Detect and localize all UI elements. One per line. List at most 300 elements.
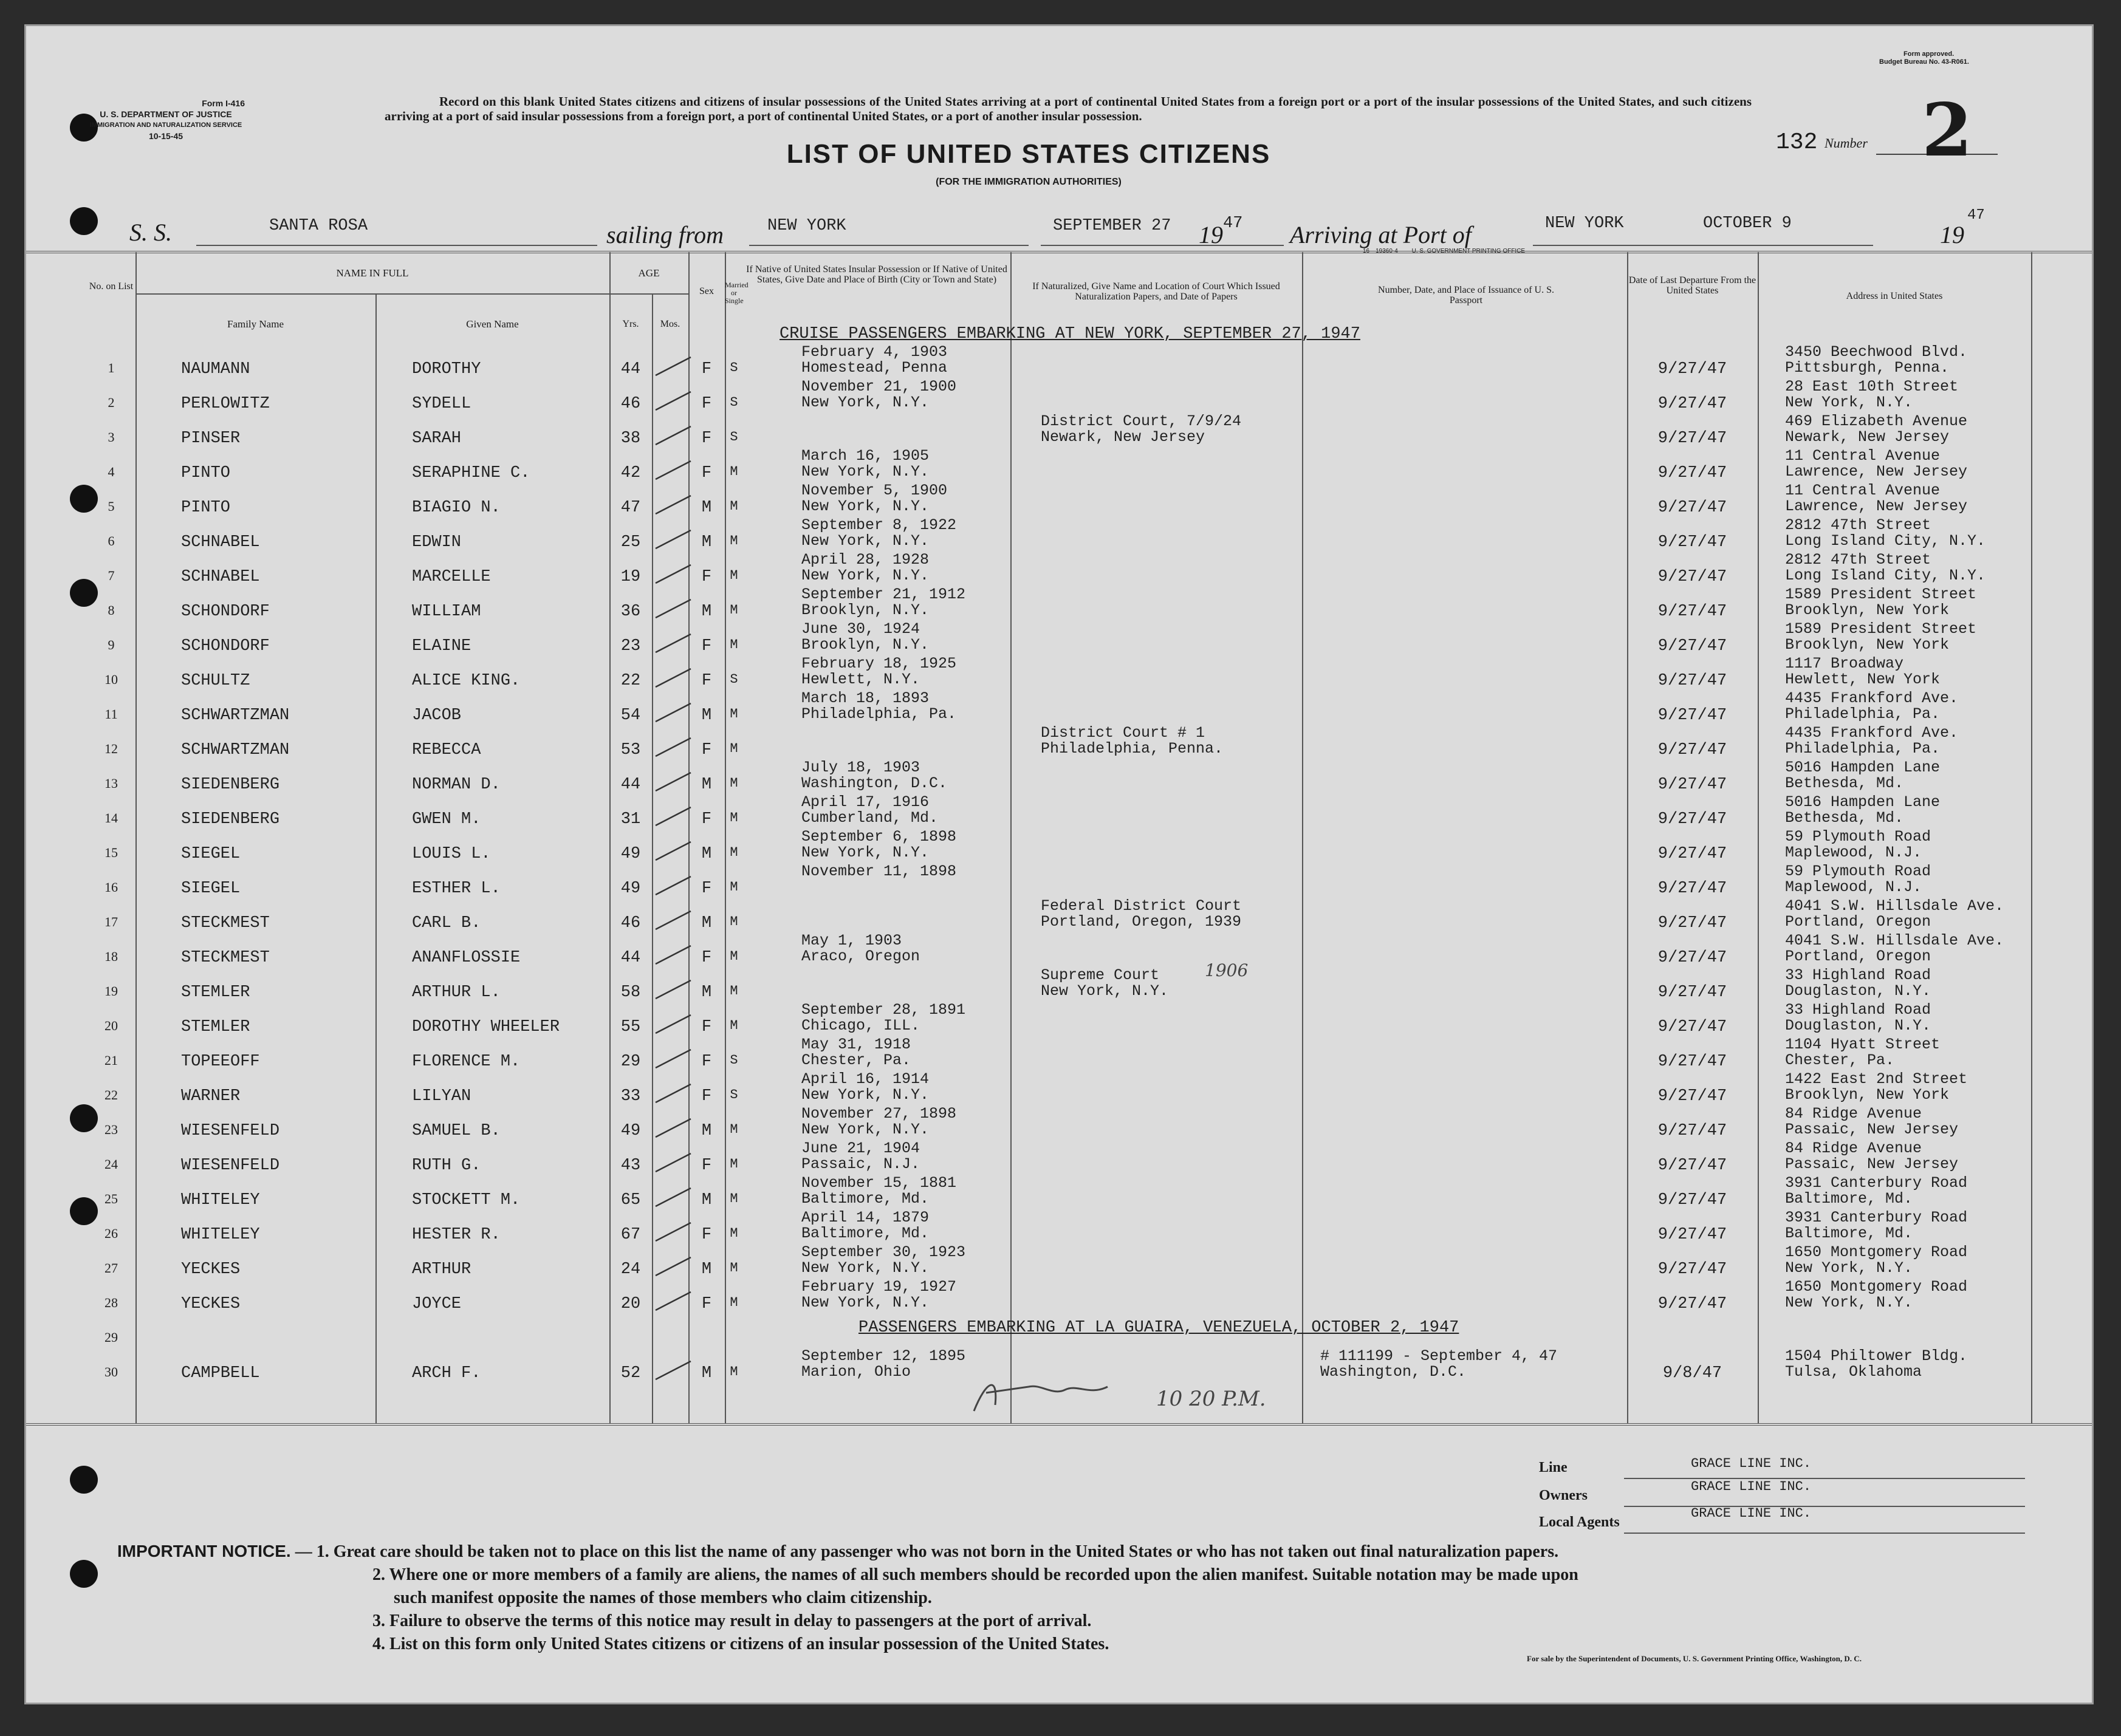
cell-given: ARTHUR L.	[412, 983, 501, 1002]
check-mark-icon	[652, 835, 694, 865]
header-age: AGE	[638, 267, 660, 279]
cell-birth2: New York, N.Y.	[801, 1086, 930, 1104]
cell-yrs: 46	[620, 914, 641, 932]
table-row	[26, 1316, 2092, 1351]
cell-given: HESTER R.	[412, 1226, 501, 1244]
check-mark-icon	[652, 1285, 694, 1315]
cell-family: WARNER	[181, 1087, 241, 1106]
cell-addr1: 1589 President Street	[1785, 586, 1977, 603]
cell-addr2: Maplewood, N.J.	[1785, 844, 1922, 861]
cell-birth2: Marion, Ohio	[801, 1363, 911, 1381]
cell-family: STECKMEST	[181, 914, 270, 932]
cell-birth2: Baltimore, Md.	[801, 1190, 930, 1208]
cell-birth2: Hewlett, N.Y.	[801, 671, 920, 688]
cell-dep: 9/27/47	[1657, 1157, 1727, 1175]
cell-birth1: February 4, 1903	[801, 343, 948, 361]
cell-family: SCHONDORF	[181, 603, 270, 621]
table-row	[26, 724, 2092, 762]
cell-dep: 9/27/47	[1657, 880, 1727, 898]
cell-yrs: 52	[620, 1364, 641, 1382]
cell-addr2: Long Island City, N.Y.	[1785, 567, 1986, 584]
cell-family: YECKES	[181, 1295, 241, 1313]
header-sex: Sex	[699, 286, 714, 296]
cell-addr1: 5016 Hampden Lane	[1785, 759, 1941, 776]
table-row	[26, 447, 2092, 485]
check-mark-icon	[652, 696, 694, 726]
cell-addr2: Bethesda, Md.	[1785, 774, 1904, 792]
cell-nat1: Supreme Court	[1041, 966, 1160, 984]
cell-yrs: 20	[620, 1295, 641, 1313]
cell-addr1: 4435 Frankford Ave.	[1785, 689, 1959, 707]
cell-birth1: November 21, 1900	[801, 378, 957, 395]
cell-sex: F	[701, 810, 712, 829]
cell-birth1: April 16, 1914	[801, 1070, 930, 1088]
table-row	[26, 482, 2092, 520]
cell-sex: M	[701, 845, 712, 863]
arrival-date: OCTOBER 9	[1703, 214, 1792, 233]
table-row	[26, 793, 2092, 832]
cell-ms: M	[730, 499, 738, 514]
table-row	[26, 1001, 2092, 1039]
notice-1: 1. Great care should be taken not to place on this list the name of any passenger who was not born in the United States or who has not taken out final naturalization papers.	[316, 1542, 1559, 1561]
cell-dep: 9/27/47	[1657, 637, 1727, 655]
cell-given: SYDELL	[412, 395, 471, 413]
cell-given: SARAH	[412, 429, 462, 448]
cell-birth1: July 18, 1903	[801, 759, 920, 776]
cell-given: ARTHUR	[412, 1260, 471, 1279]
agents-underline	[1624, 1533, 2025, 1534]
cell-family: STEMLER	[181, 983, 250, 1002]
check-mark-icon	[652, 558, 694, 588]
cell-dep: 9/27/47	[1657, 1087, 1727, 1106]
cell-yrs: 54	[620, 706, 641, 725]
cell-given: SERAPHINE C.	[412, 464, 530, 482]
cell-yrs: 44	[620, 360, 641, 378]
form-approval: Form approved.	[1903, 50, 1955, 58]
cell-sex: F	[701, 1053, 712, 1071]
cell-birth2: New York, N.Y.	[801, 394, 930, 411]
cell-addr2: Long Island City, N.Y.	[1785, 532, 1986, 550]
cell-birth1: November 11, 1898	[801, 863, 957, 880]
check-mark-icon	[652, 1250, 694, 1280]
notice-4: 4. List on this form only United States citizens or citizens of an insular possession of the United States.	[372, 1635, 1109, 1653]
cell-family: CAMPBELL	[181, 1364, 260, 1382]
cell-family: SIEGEL	[181, 880, 241, 898]
cell-family: SIEGEL	[181, 845, 241, 863]
list-number: 2	[1922, 87, 1973, 173]
table-row	[26, 1070, 2092, 1109]
check-mark-icon	[652, 904, 694, 934]
cell-family: SCHONDORF	[181, 637, 270, 655]
cell-birth2: Brooklyn, N.Y.	[801, 601, 930, 619]
cell-yrs: 49	[620, 1122, 641, 1140]
cell-ms: M	[730, 1364, 738, 1379]
cell-no: 9	[108, 637, 115, 652]
cell-family: WHITELEY	[181, 1226, 260, 1244]
cell-given: DOROTHY	[412, 360, 481, 378]
cell-dep: 9/27/47	[1657, 464, 1727, 482]
cell-ms: M	[730, 1226, 738, 1241]
cell-yrs: 38	[620, 429, 641, 448]
cell-sex: F	[701, 1087, 712, 1106]
section-heading-la-guaira: PASSENGERS EMBARKING AT LA GUAIRA, VENEZUELA, OCTOBER 2, 1947	[858, 1319, 1459, 1337]
cell-no: 11	[105, 706, 118, 722]
cell-nat2: New York, N.Y.	[1041, 982, 1169, 1000]
cell-ms: M	[730, 533, 738, 548]
cell-family: SIEDENBERG	[181, 810, 280, 829]
cell-sex: F	[701, 1157, 712, 1175]
cell-birth2: Philadelphia, Pa.	[801, 705, 957, 723]
header-given-name: Given Name	[466, 318, 519, 330]
cell-yrs: 67	[620, 1226, 641, 1244]
cell-no: 22	[105, 1087, 118, 1102]
cell-addr2: Douglaston, N.Y.	[1785, 1017, 1931, 1034]
cell-yrs: 19	[620, 568, 641, 586]
cell-addr1: 3450 Beechwood Blvd.	[1785, 343, 1968, 361]
cell-ms: M	[730, 568, 738, 583]
cell-family: WHITELEY	[181, 1191, 260, 1209]
cell-addr2: New York, N.Y.	[1785, 1294, 1913, 1311]
cell-addr2: Brooklyn, New York	[1785, 636, 1950, 654]
departure-year-prefix: 19	[1199, 221, 1223, 248]
ss-label: S. S.	[129, 219, 172, 246]
cell-addr1: 1650 Montgomery Road	[1785, 1278, 1968, 1296]
cell-sex: F	[701, 880, 712, 898]
owners-underline	[1624, 1506, 2025, 1507]
cell-birth1: September 8, 1922	[801, 516, 957, 534]
cell-birth2: New York, N.Y.	[801, 1294, 930, 1311]
cell-birth1: November 5, 1900	[801, 482, 948, 499]
table-row	[26, 1140, 2092, 1178]
cell-given: REBECCA	[412, 741, 481, 759]
check-mark-icon	[652, 938, 694, 969]
cell-no: 24	[105, 1157, 118, 1172]
cell-no: 29	[105, 1330, 118, 1345]
cell-family: SCHNABEL	[181, 568, 260, 586]
cell-dep: 9/27/47	[1657, 1226, 1727, 1244]
cell-birth1: June 21, 1904	[801, 1140, 920, 1157]
cell-birth2: New York, N.Y.	[801, 844, 930, 861]
cell-dep: 9/27/47	[1657, 845, 1727, 863]
cell-birth2: Baltimore, Md.	[801, 1225, 930, 1242]
cell-nat2: Portland, Oregon, 1939	[1041, 913, 1242, 931]
cell-no: 6	[108, 533, 115, 548]
cell-given: MARCELLE	[412, 568, 491, 586]
cell-sex: M	[701, 1191, 712, 1209]
agents-value: GRACE LINE INC.	[1691, 1506, 1812, 1521]
cell-sex: F	[701, 672, 712, 690]
cell-ms: M	[730, 706, 738, 722]
cell-sex: F	[701, 1295, 712, 1313]
table-row	[26, 551, 2092, 589]
check-mark-icon	[652, 454, 694, 484]
cell-addr2: New York, N.Y.	[1785, 394, 1913, 411]
cell-birth1: February 18, 1925	[801, 655, 957, 672]
cell-sex: F	[701, 360, 712, 378]
cell-addr1: 84 Ridge Avenue	[1785, 1105, 1922, 1123]
cell-sex: F	[701, 637, 712, 655]
table-row	[26, 378, 2092, 416]
cell-addr1: 2812 47th Street	[1785, 516, 1931, 534]
cell-ms: S	[730, 395, 738, 410]
manifest-sheet	[24, 24, 2094, 1704]
cell-sex: F	[701, 1226, 712, 1244]
cell-sex: M	[701, 914, 712, 932]
cell-dep: 9/27/47	[1657, 776, 1727, 794]
cell-birth1: April 14, 1879	[801, 1209, 930, 1226]
cell-sex: M	[701, 533, 712, 552]
cell-family: PINTO	[181, 499, 231, 517]
cell-given: LILYAN	[412, 1087, 471, 1106]
owners-label: Owners	[1539, 1488, 1588, 1503]
cell-birth1: September 21, 1912	[801, 586, 966, 603]
agents-label: Local Agents	[1539, 1514, 1620, 1530]
cell-ms: M	[730, 880, 738, 895]
cell-birth2: Brooklyn, N.Y.	[801, 636, 930, 654]
header-mos: Mos.	[660, 319, 680, 329]
cell-ms: M	[730, 1018, 738, 1033]
cell-given: FLORENCE M.	[412, 1053, 521, 1071]
sale-notice: For sale by the Superintendent of Documents, U. S. Government Printing Office, Washington, D. C.	[1527, 1654, 1862, 1663]
table-row	[26, 655, 2092, 693]
cell-ms: M	[730, 637, 738, 652]
cell-given: ARCH F.	[412, 1364, 481, 1382]
cell-ms: M	[730, 464, 738, 479]
form-date: 10-15-45	[148, 131, 183, 141]
cell-nat2: Philadelphia, Penna.	[1041, 740, 1224, 757]
cell-addr2: Portland, Oregon	[1785, 948, 1931, 965]
check-mark-icon	[652, 1112, 694, 1142]
notice-2b: such manifest opposite the names of those members who claim citizenship.	[394, 1588, 932, 1607]
cell-family: SCHWARTZMAN	[181, 706, 290, 725]
owners-value: GRACE LINE INC.	[1691, 1479, 1812, 1494]
page-subtitle: (FOR THE IMMIGRATION AUTHORITIES)	[936, 177, 1122, 187]
cell-passport1: # 111199 - September 4, 47	[1320, 1347, 1558, 1365]
cell-family: STECKMEST	[181, 949, 270, 967]
departure-year: 47	[1223, 214, 1243, 233]
cell-addr2: Lawrence, New Jersey	[1785, 463, 1968, 480]
cell-no: 25	[105, 1191, 118, 1206]
cell-no: 8	[108, 603, 115, 618]
list-prefix: 132	[1776, 129, 1818, 155]
cell-birth2: Passaic, N.J.	[801, 1155, 920, 1173]
header-address: Address in United States	[1846, 291, 1943, 301]
cell-ms: M	[730, 776, 738, 791]
header-departure: Date of Last Departure From the United States	[1628, 275, 1756, 296]
check-mark-icon	[652, 592, 694, 623]
cell-addr1: 28 East 10th Street	[1785, 378, 1959, 395]
cell-addr2: New York, N.Y.	[1785, 1259, 1913, 1277]
cell-sex: F	[701, 395, 712, 413]
cell-dep: 9/27/47	[1657, 741, 1727, 759]
cell-no: 26	[105, 1226, 118, 1241]
check-mark-icon	[652, 419, 694, 449]
cell-family: SCHWARTZMAN	[181, 741, 290, 759]
table-row	[26, 1278, 2092, 1316]
cell-addr2: Tulsa, Oklahoma	[1785, 1363, 1922, 1381]
table-row	[26, 759, 2092, 797]
cell-birth1: September 30, 1923	[801, 1243, 966, 1261]
arriving-label: Arriving at Port of	[1290, 221, 1472, 248]
cell-yrs: 49	[620, 880, 641, 898]
cell-sex: M	[701, 1364, 712, 1382]
check-mark-icon	[652, 627, 694, 657]
header-family-name: Family Name	[227, 318, 284, 330]
cell-yrs: 24	[620, 1260, 641, 1279]
cell-ms: S	[730, 1053, 738, 1068]
cell-addr1: 1422 East 2nd Street	[1785, 1070, 1968, 1088]
cell-dep: 9/27/47	[1657, 706, 1727, 725]
service: IMMIGRATION AND NATURALIZATION SERVICE	[89, 121, 242, 129]
header-naturalized: If Naturalized, Give Name and Location of Court Which Issued Naturalization Papers, and Date of Papers	[1032, 281, 1280, 302]
from-port: NEW YORK	[767, 217, 846, 235]
cell-given: EDWIN	[412, 533, 462, 552]
cell-addr2: Maplewood, N.J.	[1785, 878, 1922, 896]
header-no-on-list: No. on List	[89, 281, 134, 292]
cell-birth1: April 17, 1916	[801, 793, 930, 811]
cell-no: 19	[105, 983, 118, 999]
cell-dep: 9/27/47	[1657, 810, 1727, 829]
cell-sex: F	[701, 1018, 712, 1036]
table-bottom-rule	[26, 1423, 2092, 1426]
cell-yrs: 36	[620, 603, 641, 621]
cell-addr2: Baltimore, Md.	[1785, 1225, 1913, 1242]
cell-no: 15	[105, 845, 118, 860]
sailing-label: sailing from	[606, 221, 724, 248]
cell-ms: M	[730, 1122, 738, 1137]
cell-dep: 9/27/47	[1657, 1260, 1727, 1279]
cell-no: 27	[105, 1260, 118, 1276]
table-row	[26, 516, 2092, 555]
cell-birth1: September 6, 1898	[801, 828, 957, 846]
cell-no: 20	[105, 1018, 118, 1033]
cell-birth2: Homestead, Penna	[801, 359, 948, 377]
cell-dep: 9/27/47	[1657, 568, 1727, 586]
cell-addr1: 59 Plymouth Road	[1785, 828, 1931, 846]
cell-ms: M	[730, 810, 738, 825]
notice-label: IMPORTANT NOTICE.	[117, 1542, 291, 1560]
cell-addr1: 33 Highland Road	[1785, 966, 1931, 984]
handwritten-year-note: 1906	[1205, 960, 1249, 980]
line-value: GRACE LINE INC.	[1691, 1456, 1812, 1471]
cell-addr1: 2812 47th Street	[1785, 551, 1931, 569]
department: U. S. DEPARTMENT OF JUSTICE	[100, 109, 232, 119]
cell-ms: M	[730, 949, 738, 964]
cell-addr2: Brooklyn, New York	[1785, 1086, 1950, 1104]
cell-dep: 9/27/47	[1657, 1053, 1727, 1071]
check-mark-icon	[652, 1146, 694, 1177]
cell-addr2: Lawrence, New Jersey	[1785, 497, 1968, 515]
cell-no: 7	[108, 568, 115, 583]
cell-family: TOPEEOFF	[181, 1053, 260, 1071]
cell-yrs: 29	[620, 1053, 641, 1071]
cell-yrs: 31	[620, 810, 641, 829]
check-mark-icon	[652, 384, 694, 415]
table-row	[26, 897, 2092, 935]
check-mark-icon	[652, 765, 694, 796]
cell-addr2: Passaic, New Jersey	[1785, 1155, 1959, 1173]
cell-given: LOUIS L.	[412, 845, 491, 863]
cell-dep: 9/27/47	[1657, 603, 1727, 621]
cell-yrs: 65	[620, 1191, 641, 1209]
header-yrs: Yrs.	[622, 319, 639, 329]
cell-birth1: April 28, 1928	[801, 551, 930, 569]
table-row	[26, 966, 2092, 1005]
cell-addr2: Newark, New Jersey	[1785, 428, 1950, 446]
table-row	[26, 620, 2092, 658]
punch-hole-7	[70, 1466, 98, 1494]
cell-ms: M	[730, 603, 738, 618]
cell-no: 17	[105, 914, 118, 929]
cell-family: PERLOWITZ	[181, 395, 270, 413]
table-row	[26, 412, 2092, 451]
check-mark-icon	[652, 1215, 694, 1246]
cell-birth1: March 18, 1893	[801, 689, 930, 707]
cell-ms: M	[730, 983, 738, 999]
header-name-in-full: NAME IN FULL	[336, 267, 409, 279]
cell-yrs: 58	[620, 983, 641, 1002]
cell-ms: S	[730, 429, 738, 445]
check-mark-icon	[652, 731, 694, 761]
cell-addr2: Philadelphia, Pa.	[1785, 740, 1941, 757]
header-birth: If Native of United States Insular Possession or If Native of United States, Give Date and Place of Birth (City or Town and State)	[746, 264, 1007, 285]
arrival-year: 47	[1967, 207, 1985, 224]
cell-given: STOCKETT M.	[412, 1191, 521, 1209]
cell-no: 14	[105, 810, 118, 825]
cell-birth1: May 1, 1903	[801, 932, 902, 949]
cell-dep: 9/27/47	[1657, 672, 1727, 690]
cell-no: 12	[105, 741, 118, 756]
table-row	[26, 863, 2092, 901]
cell-birth2: New York, N.Y.	[801, 497, 930, 515]
handwritten-signature	[962, 1369, 1132, 1423]
cell-given: BIAGIO N.	[412, 499, 501, 517]
table-row	[26, 689, 2092, 728]
cell-dep: 9/27/47	[1657, 360, 1727, 378]
cell-given: RUTH G.	[412, 1157, 481, 1175]
list-number-label: Number	[1825, 135, 1868, 151]
cell-passport2: Washington, D.C.	[1320, 1363, 1467, 1381]
cell-birth1: May 31, 1918	[801, 1036, 911, 1053]
cell-addr1: 469 Elizabeth Avenue	[1785, 412, 1968, 430]
cell-addr2: Pittsburgh, Penna.	[1785, 359, 1950, 377]
cell-addr2: Portland, Oregon	[1785, 913, 1931, 931]
page-title: LIST OF UNITED STATES CITIZENS	[786, 139, 1271, 169]
cell-addr1: 1504 Philtower Bldg.	[1785, 1347, 1968, 1365]
cell-birth2: New York, N.Y.	[801, 463, 930, 480]
cell-given: ESTHER L.	[412, 880, 501, 898]
cell-birth1: September 12, 1895	[801, 1347, 966, 1365]
check-mark-icon	[652, 488, 694, 519]
cell-dep: 9/27/47	[1657, 429, 1727, 448]
important-notice	[117, 1540, 2061, 1656]
check-mark-icon	[652, 1077, 694, 1107]
cell-birth2: Chicago, ILL.	[801, 1017, 920, 1034]
check-mark-icon	[652, 1354, 694, 1384]
cell-birth1: June 30, 1924	[801, 620, 920, 638]
cell-sex: F	[701, 949, 712, 967]
arrival-port: NEW YORK	[1545, 214, 1624, 233]
cell-birth1: November 27, 1898	[801, 1105, 957, 1123]
cell-dep: 9/27/47	[1657, 395, 1727, 413]
cell-given: ELAINE	[412, 637, 471, 655]
punch-hole-8	[70, 1560, 98, 1588]
cell-family: NAUMANN	[181, 360, 250, 378]
cell-sex: M	[701, 983, 712, 1002]
cell-dep: 9/27/47	[1657, 1191, 1727, 1209]
cell-addr2: Hewlett, New York	[1785, 671, 1941, 688]
cell-addr2: Passaic, New Jersey	[1785, 1121, 1959, 1138]
